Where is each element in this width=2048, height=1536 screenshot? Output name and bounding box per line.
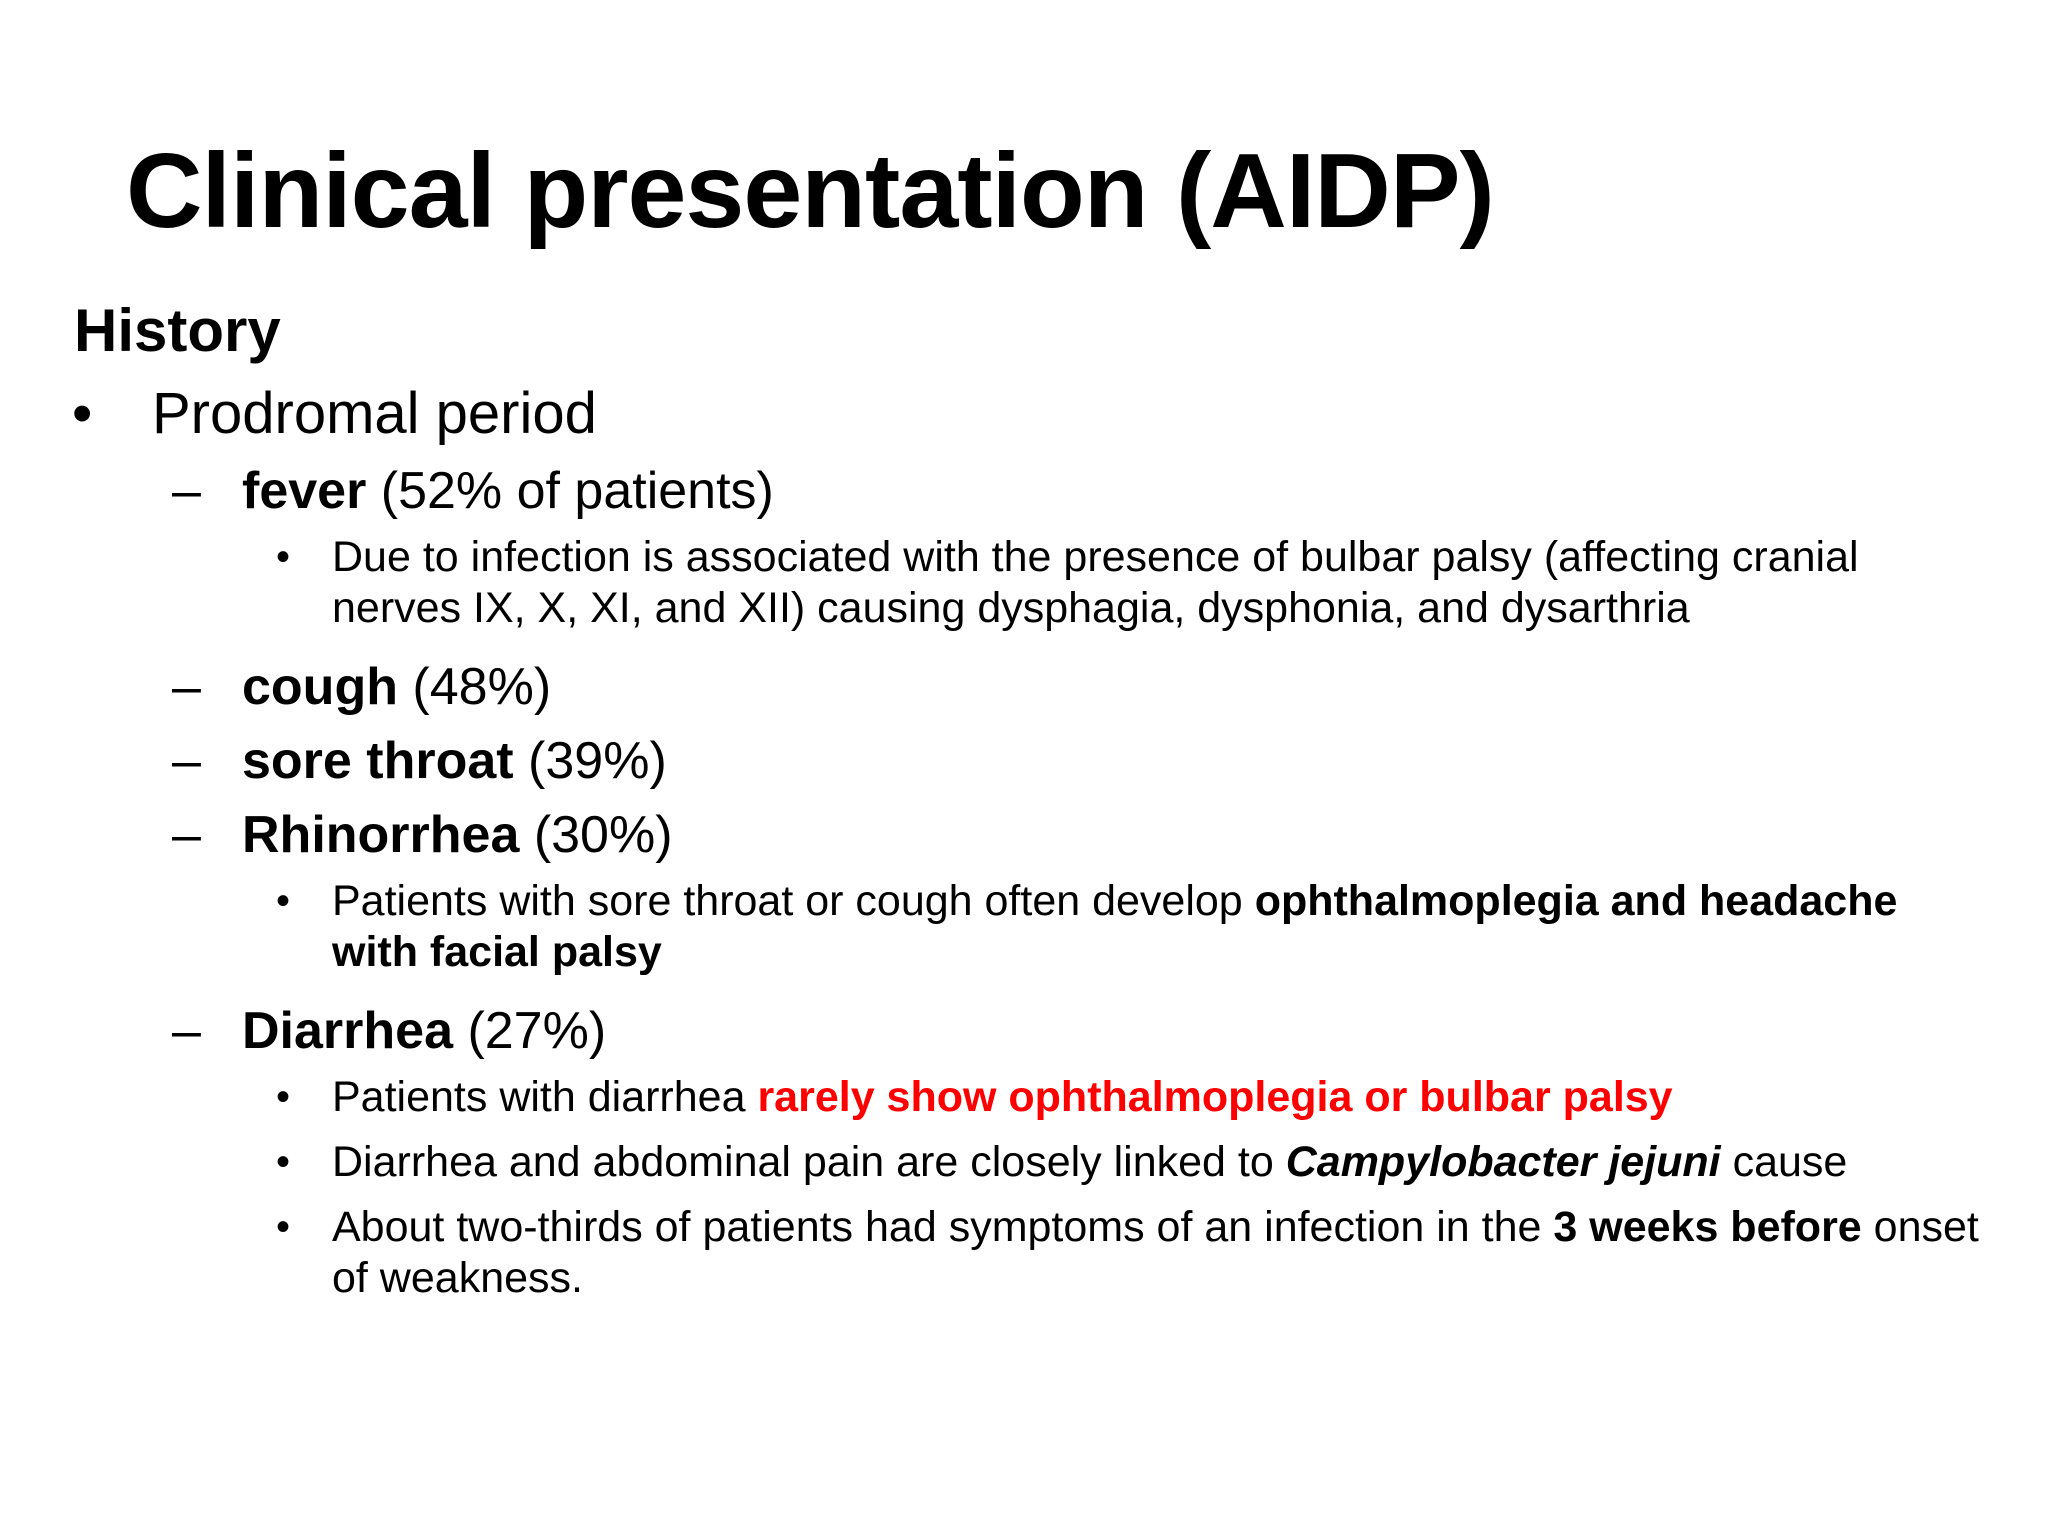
note-diarrhea-rare-signs [0, 1072, 1992, 1123]
symptom-term: sore throat [242, 732, 514, 790]
bullet-marker: • [276, 535, 291, 579]
dash-marker: – [172, 806, 201, 864]
note-emphasis: ophthalmoplegia and headache with facial palsy [332, 877, 1898, 976]
sub-item-diarrhea [0, 1000, 1942, 1062]
note-text: About two-thirds of patients had symptoms of an infection in the [332, 1203, 1554, 1251]
bullet-marker: • [276, 879, 291, 923]
symptom-term: Rhinorrhea [242, 806, 520, 864]
slide-title: Clinical presentation (AIDP) [126, 132, 1494, 250]
dash-marker: – [172, 658, 201, 716]
symptom-detail: (39%) [513, 732, 667, 790]
symptom-detail: (48%) [397, 658, 552, 716]
note-text: Due to infection is associated with the presence of bulbar palsy (affecting cranial nerves IX, X, XI, and XII) causing dysphagia, dysphonia, and dysarthria [332, 533, 1859, 632]
note-fever [0, 532, 1992, 634]
bullet-marker: • [276, 1140, 291, 1184]
symptom-term: Diarrhea [242, 1002, 453, 1060]
sub-item-cough [0, 656, 1942, 718]
dash-marker: – [172, 732, 201, 790]
symptom-detail: (27%) [453, 1002, 607, 1060]
bullet-prodromal-period [0, 380, 2048, 448]
bullet-marker: • [276, 1075, 291, 1119]
note-text-suffix: onset of weakness. [332, 1203, 1979, 1302]
note-text: Patients with sore throat or cough often develop [332, 877, 1255, 925]
note-diarrhea-timing [0, 1202, 1992, 1304]
bullet-marker: • [72, 381, 93, 446]
note-red-emphasis: rarely show ophthalmoplegia or bulbar palsy [757, 1073, 1673, 1121]
slide-content [0, 380, 2048, 1304]
sub-item-sore-throat [0, 730, 1942, 792]
dash-marker: – [172, 1002, 201, 1060]
symptom-term: cough [242, 658, 398, 716]
note-diarrhea-campylobacter [0, 1137, 1992, 1188]
note-organism: Campylobacter jejuni [1285, 1138, 1721, 1186]
symptom-detail: (52% of patients) [366, 462, 774, 520]
note-text: Diarrhea and abdominal pain are closely linked to [332, 1138, 1286, 1186]
note-emphasis: 3 weeks before [1553, 1203, 1862, 1251]
sub-item-rhinorrhea [0, 804, 1942, 866]
sub-item-fever [0, 460, 1942, 522]
bullet-text: Prodromal period [152, 381, 597, 446]
bullet-marker: • [276, 1205, 291, 1249]
dash-marker: – [172, 462, 201, 520]
symptom-detail: (30%) [519, 806, 673, 864]
symptom-term: fever [242, 462, 367, 520]
note-text-suffix: cause [1720, 1138, 1848, 1186]
section-heading-history: History [74, 297, 281, 364]
note-rhinorrhea [0, 876, 1992, 978]
note-text: Patients with diarrhea [332, 1073, 758, 1121]
